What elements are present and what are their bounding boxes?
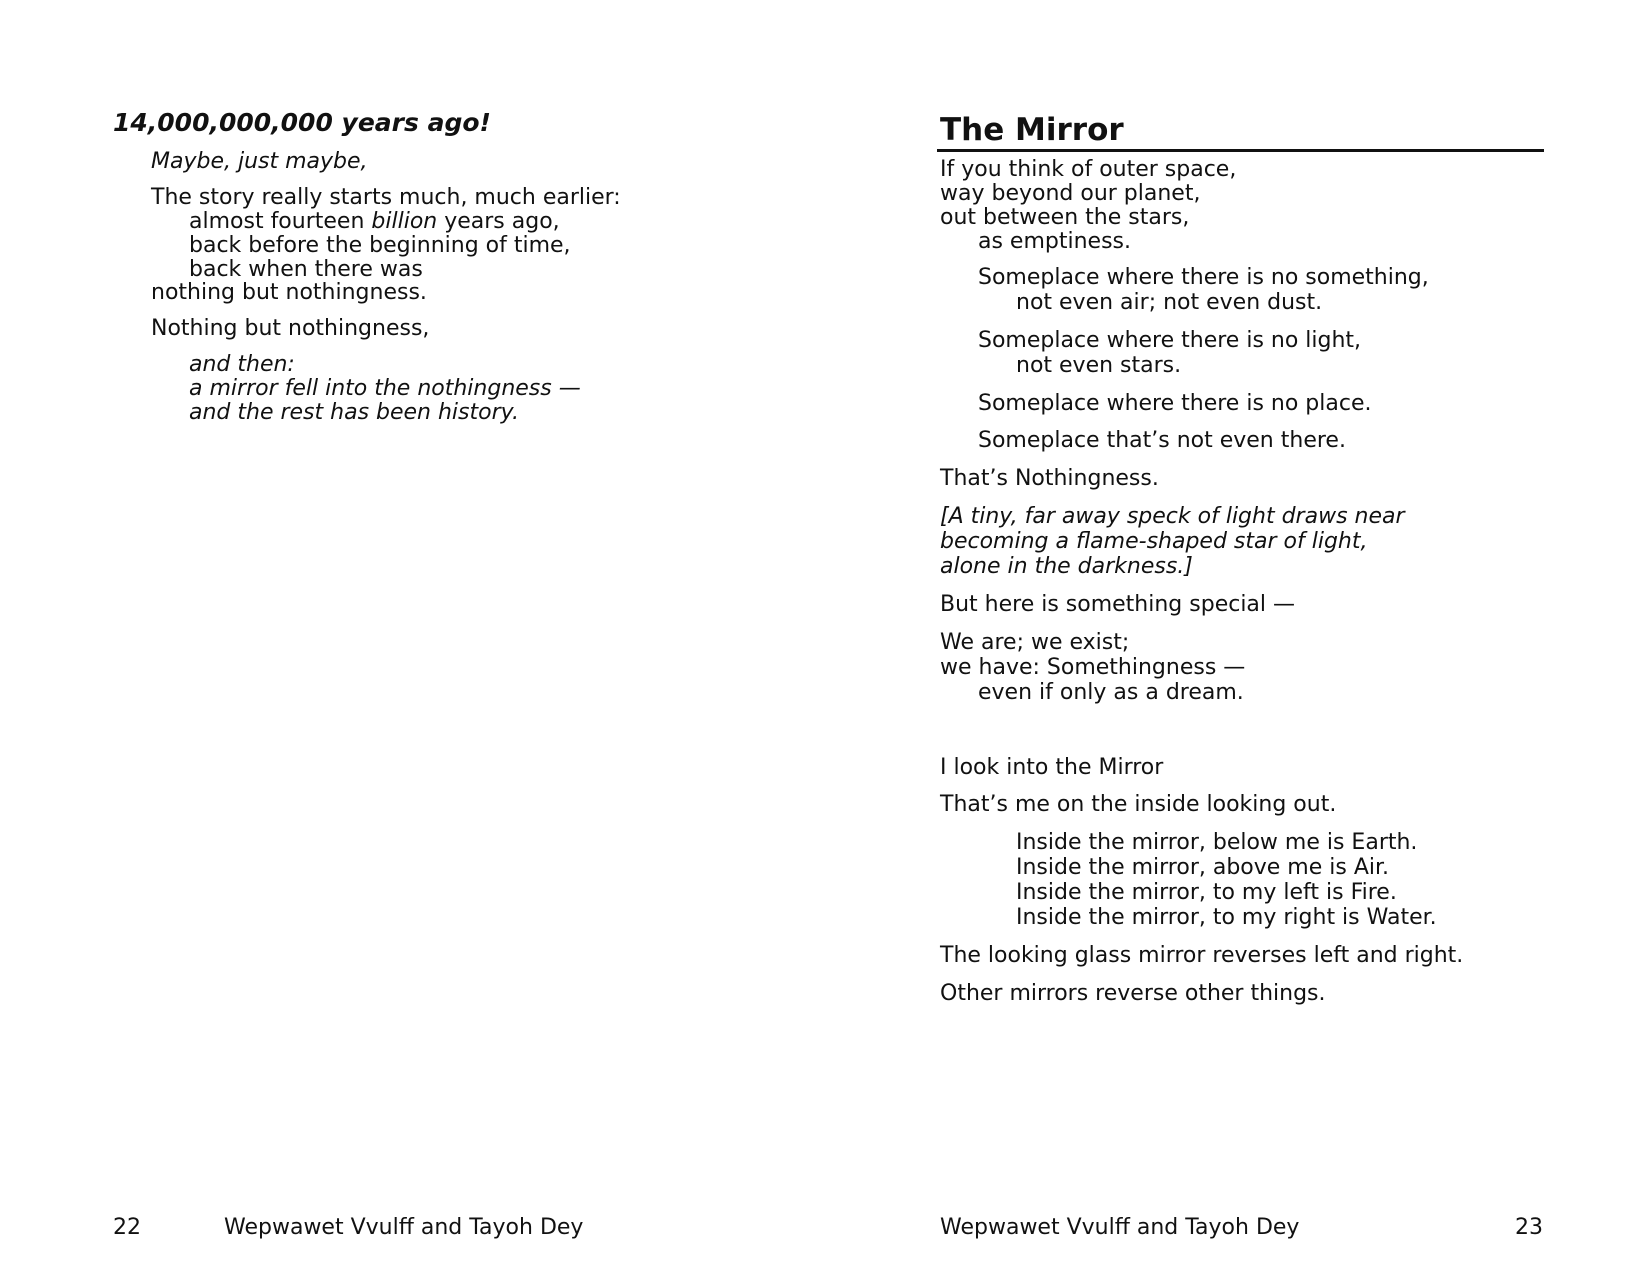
left-fourteen-pre: almost fourteen [189, 209, 372, 234]
right-line-dream: even if only as a dream. [978, 680, 1244, 705]
right-line-not-there: Someplace that’s not even there. [978, 428, 1346, 453]
right-line-fire: Inside the mirror, to my left is Fire. [1016, 880, 1397, 905]
right-line-looking-glass: The looking glass mirror reverses left and right. [940, 943, 1464, 968]
right-line-no-light: Someplace where there is no light, [978, 328, 1362, 353]
right-line-not-stars: not even stars. [1016, 353, 1182, 378]
right-line-earth: Inside the mirror, below me is Earth. [1016, 830, 1418, 855]
left-line-history: and the rest has been history. [189, 400, 519, 425]
left-line-nothing-comma: Nothing but nothingness, [151, 316, 430, 341]
right-line-air: Inside the mirror, above me is Air. [1016, 855, 1390, 880]
left-fourteen-post: years ago, [437, 209, 560, 234]
left-fourteen-em: billion [371, 209, 438, 234]
right-line-special: But here is something special — [940, 592, 1296, 617]
left-line-nothing-but: nothing but nothingness. [151, 280, 427, 305]
left-line-back-when: back when there was [189, 257, 423, 282]
left-footer-page-number: 22 [113, 1215, 141, 1240]
right-line-thats-me: That’s me on the inside looking out. [940, 792, 1337, 817]
left-line-before-time: back before the beginning of time, [189, 233, 571, 258]
right-line-we-are: We are; we exist; [940, 630, 1130, 655]
left-line-fourteen [189, 210, 560, 234]
left-footer-author: Wepwawet Vvulff and Tayoh Dey [224, 1215, 584, 1240]
right-line-no-place: Someplace where there is no place. [978, 391, 1372, 416]
right-line-no-something: Someplace where there is no something, [978, 265, 1429, 290]
right-line-water: Inside the mirror, to my right is Water. [1016, 905, 1437, 930]
right-line-thats-nothingness: That’s Nothingness. [940, 466, 1159, 491]
right-footer-page-number: 23 [1515, 1215, 1543, 1240]
right-line-not-air: not even air; not even dust. [1016, 290, 1323, 315]
right-line-we-have: we have: Somethingness — [940, 655, 1246, 680]
right-footer-author: Wepwawet Vvulff and Tayoh Dey [940, 1215, 1300, 1240]
right-title: The Mirror [940, 112, 1124, 148]
right-line-between-stars: out between the stars, [940, 205, 1190, 230]
title-rule [937, 149, 1544, 152]
right-line-beyond: way beyond our planet, [940, 181, 1201, 206]
left-line-maybe: Maybe, just maybe, [151, 149, 368, 174]
right-line-look-mirror: I look into the Mirror [940, 755, 1164, 780]
right-stage-direction-3: alone in the darkness.] [940, 554, 1193, 579]
left-line-and-then: and then: [189, 352, 295, 377]
right-line-outer-space: If you think of outer space, [940, 157, 1237, 182]
left-heading: 14,000,000,000 years ago! [113, 108, 491, 137]
right-stage-direction-2: becoming a flame-shaped star of light, [940, 529, 1368, 554]
left-line-mirror-fell: a mirror fell into the nothingness — [189, 376, 581, 401]
left-line-story-lead: The story really starts much, much earlier: [151, 185, 621, 210]
right-stage-direction-1: [A tiny, far away speck of light draws near [940, 504, 1405, 529]
right-line-other-mirrors: Other mirrors reverse other things. [940, 981, 1326, 1006]
right-line-emptiness: as emptiness. [978, 229, 1132, 254]
